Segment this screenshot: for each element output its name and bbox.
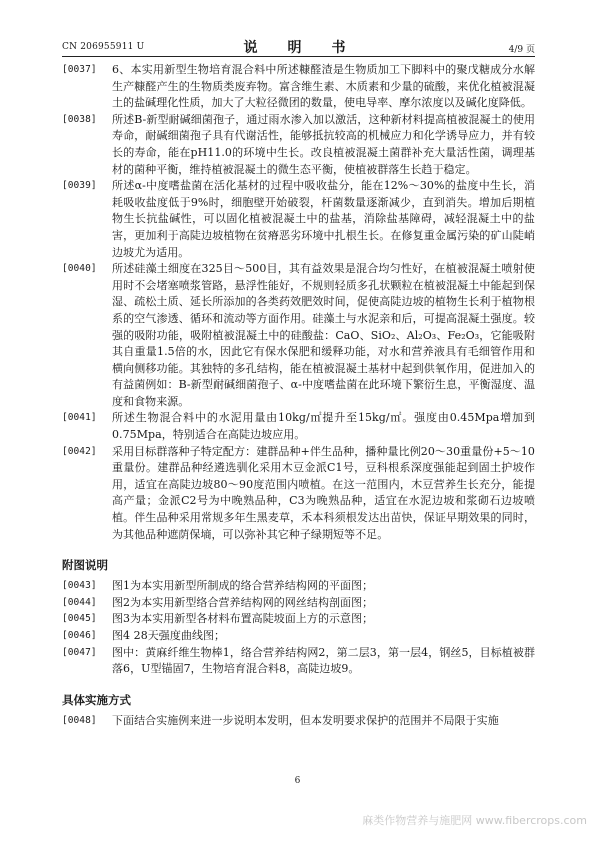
- paragraph-number: [0037]: [62, 64, 97, 75]
- paragraph-number: [0048]: [62, 714, 97, 726]
- paragraph-0043: [62, 578, 535, 595]
- paragraph-0041: [62, 410, 535, 443]
- paragraph-text: 所述硅藻土细度在325目～500目，其有益效果是混合均匀性好，在植被混凝土喷射使用时不会堵塞喷浆管路，悬浮性能好，不规则轻质多孔状颗粒在植被混凝土中能起到保湿、疏松土质、延长所添加的各类药效肥效时间，促使高陡边坡的植物生长利于植物根系的空气渗透、循环和流动等方面作用。硅藻土与水泥亲和后，可提高混凝土强度。较强的吸附功能，吸附植被混凝土中的硅酸盐：CaO、SiO₂、Al₂O₃、Fe₂O₃，它能吸附其自重量1.5倍的水，因此它有保水保肥和缓释功能，对水和营养液具有毛细管作用和横向侧移功能。其独特的多孔结构，能在植被混凝土基材中起到供氧作用，促进加入的有益菌例如：B-新型耐碱细菌孢子、α-中度嗜盐菌在此环境下繁衍生息，平衡湿度、温度和食物来源。: [112, 262, 535, 408]
- paragraph-text: 采用目标群落种子特定配方：建群品种+伴生品种，播种量比例20～30重量份+5～10重量份。建群品种经遴选驯化采用木豆金派C1号，豆科根系深度强能起到固土护坡作用，适宜在高陡边坡80～90度范围内喷植。在这一范围内，木豆营养生长充分，能提高产量；金派C2号为中晚熟品种，C3为晚熟品种，适宜在水泥边坡和浆砌石边坡喷植。伴生品种采用常规多年生黑麦草，禾本科须根发达出苗快，保证早期效果的同时，为其他品种遮荫保墒，可以弥补其它种子绿期短等不足。: [112, 444, 535, 541]
- paragraph-0037: [62, 62, 535, 112]
- embodiment-section-title: 具体实施方式: [62, 692, 131, 707]
- paragraph-number: [0044]: [62, 596, 97, 608]
- paragraph-number: [0045]: [62, 613, 97, 625]
- document-title: 说 明 书: [243, 40, 354, 56]
- watermark-text: 麻类作物营养与施肥网 www.fibercrops.com: [362, 814, 587, 827]
- paragraph-text: 图中：黄麻纤维生物棒1，络合营养结构网2，第二层3，第一层4，钢丝5，目标植被群落6，U型锚固7，生物培育混合料8，高陡边坡9。: [112, 645, 535, 676]
- paragraph-number: [0043]: [62, 580, 97, 592]
- paragraph-0048: [62, 713, 535, 730]
- paragraph-0042: [62, 444, 535, 544]
- paragraph-0044: [62, 595, 535, 612]
- paragraph-text: 图2为本实用新型络合营养结构网的网丝结构剖面图；: [112, 595, 374, 609]
- patent-number: CN 206955911 U: [62, 42, 145, 52]
- page-number: 6: [294, 776, 301, 786]
- paragraph-text: 所述B-新型耐碱细菌孢子，通过雨水渗入加以激活，这种新材料提高植被混凝土的使用寿命，耐碱细菌孢子具有代谢活性，能够抵抗较高的机械应力和化学诱导应力，并有较长的寿命，能在pH11.0的环境中生长。改良植被混凝土菌群补充大量活性菌，调理基材的菌种平衡，维持植被混凝土的微生态平衡，使植被群落生长趋于稳定。: [112, 112, 535, 176]
- paragraph-text: 图1为本实用新型所制成的络合营养结构网的平面图；: [112, 579, 374, 593]
- paragraph-0038: [62, 112, 535, 178]
- paragraph-text: 所述α-中度嗜盐菌在活化基材的过程中吸收盐分，能在12%～30%的盐度中生长，消耗吸收盐度低于9%时，细胞壁开始破裂，杆菌数量逐渐减少，直到消失。增加后期植物生长抗盐碱性，可以固化植被混凝土中的盐基，消除盐基障碍，减轻混凝土中的盐害，更加利于高陡边坡植物在贫瘠恶劣环境中扎根生长。在修复重金属污染的矿山陡峭边坡尤为适用。: [112, 179, 535, 259]
- paragraph-number: [0042]: [62, 445, 97, 457]
- paragraph-number: [0039]: [62, 180, 97, 192]
- paragraph-0040: [62, 261, 535, 410]
- paragraph-text: 图3为本实用新型各材料布置高陡坡面上方的示意图；: [112, 612, 374, 626]
- paragraph-text: 所述生物混合料中的水泥用量由10kg/㎡提升至15kg/㎡。强度由0.45Mpa增加到0.75Mpa，特别适合在高陡边坡应用。: [112, 411, 535, 442]
- paragraph-0047: [62, 645, 535, 678]
- paragraph-0039: [62, 178, 535, 261]
- paragraph-number: [0046]: [62, 630, 97, 641]
- paragraph-text: 下面结合实施例来进一步说明本发明，但本发明要求保护的范围并不局限于实施: [112, 713, 499, 727]
- paragraph-0045: [62, 611, 535, 628]
- drawings-section-title: 附图说明: [62, 558, 108, 573]
- paragraph-text: 图4 28天强度曲线图；: [112, 629, 226, 642]
- page-of-total: 4/9 页: [508, 45, 535, 55]
- paragraph-number: [0041]: [62, 412, 97, 424]
- document-body: [62, 62, 535, 729]
- page-header: [62, 38, 535, 56]
- paragraph-text: 6、本实用新型生物培育混合料中所述糠醛渣是生物质加工下脚料中的聚戊糖成分水解生产糠醛产生的生物质类废弃物。富含维生素、木质素和少量的硫酸，来优化植被混凝土的盐碱理化性质，加大了大粒径微团的数量，使电导率、摩尔浓度以及碱化度降低。: [112, 63, 535, 110]
- paragraph-number: [0040]: [62, 263, 97, 275]
- paragraph-0046: [62, 628, 535, 645]
- header-divider: [62, 56, 535, 57]
- paragraph-number: [0047]: [62, 646, 97, 658]
- paragraph-number: [0038]: [62, 113, 97, 125]
